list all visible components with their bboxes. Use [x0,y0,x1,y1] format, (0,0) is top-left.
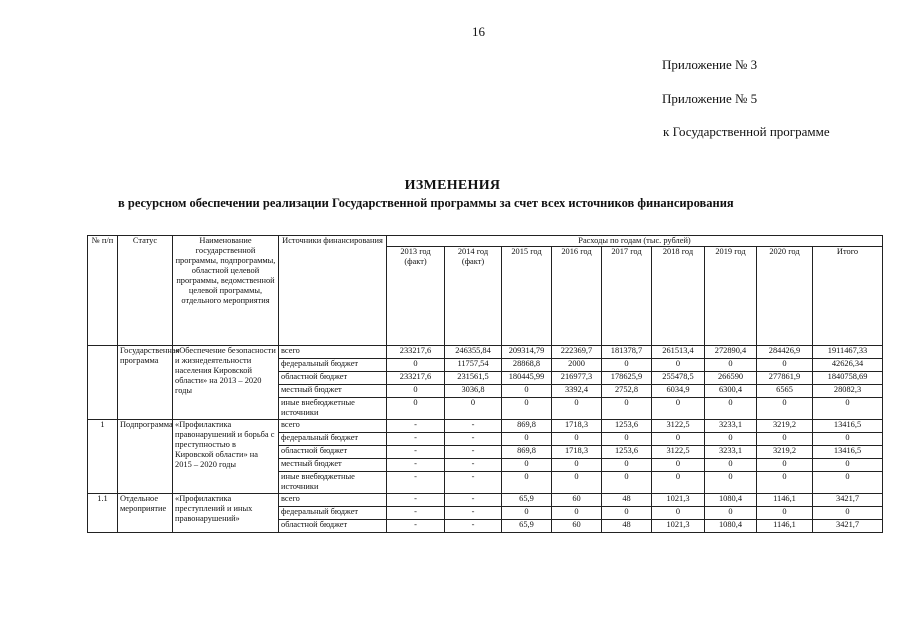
value-cell: 3233,1 [705,446,757,459]
value-cell: 48 [602,520,652,533]
value-cell: - [387,472,445,494]
header-no: № п/п [88,236,118,346]
value-cell: - [445,420,502,433]
value-cell: 272890,4 [705,346,757,359]
page-number: 16 [472,24,485,39]
total-cell: 1840758,69 [813,372,883,385]
funding-source: всего [279,346,387,359]
header-year: 2020 год [757,247,813,346]
table-row [88,346,883,359]
total-cell: 3421,7 [813,520,883,533]
value-cell: - [387,520,445,533]
value-cell: 60 [552,520,602,533]
total-cell: 42626,34 [813,359,883,372]
total-cell: 13416,5 [813,420,883,433]
total-cell: 1911467,33 [813,346,883,359]
value-cell: 0 [652,472,705,494]
value-cell: 0 [552,472,602,494]
funding-source: местный бюджет [279,459,387,472]
value-cell: 0 [602,398,652,420]
value-cell: 0 [552,507,602,520]
value-cell: 0 [445,398,502,420]
total-cell: 0 [813,459,883,472]
value-cell: 6034,9 [652,385,705,398]
funding-source: местный бюджет [279,385,387,398]
value-cell: - [445,433,502,446]
value-cell: 255478,5 [652,372,705,385]
value-cell: 231561,5 [445,372,502,385]
funding-source: областной бюджет [279,372,387,385]
value-cell: 0 [757,459,813,472]
value-cell: 0 [502,459,552,472]
value-cell: 0 [502,472,552,494]
group-name: «Профилактика преступлений и иных правонарушений» [173,494,279,533]
value-cell: 0 [757,472,813,494]
value-cell: 0 [552,433,602,446]
value-cell: 0 [705,507,757,520]
value-cell: 233217,6 [387,346,445,359]
value-cell: 1021,3 [652,520,705,533]
value-cell: 277861,9 [757,372,813,385]
value-cell: 0 [602,359,652,372]
total-cell: 0 [813,433,883,446]
value-cell: 1718,3 [552,446,602,459]
funding-source: всего [279,420,387,433]
value-cell: 60 [552,494,602,507]
group-status: Государственная программа [118,346,173,420]
group-number: 1.1 [88,494,118,533]
document-title: ИЗМЕНЕНИЯ [404,178,501,193]
value-cell: 0 [652,398,705,420]
funding-source: всего [279,494,387,507]
total-cell: 28082,3 [813,385,883,398]
value-cell: 0 [705,359,757,372]
appendix-line-3: к Государственной программе [663,124,830,139]
header-total: Итого [813,247,883,346]
value-cell: 0 [502,385,552,398]
value-cell: 1021,3 [652,494,705,507]
value-cell: 0 [552,398,602,420]
value-cell: 0 [602,459,652,472]
value-cell: 0 [757,398,813,420]
value-cell: 1718,3 [552,420,602,433]
funding-source: иные внебюджетные источники [279,398,387,420]
header-year: 2015 год [502,247,552,346]
total-cell: 0 [813,398,883,420]
table-row [88,494,883,507]
resource-table [87,235,883,533]
appendix-line-2: Приложение № 5 [662,91,758,106]
value-cell: 216977,3 [552,372,602,385]
header-year: 2019 год [705,247,757,346]
value-cell: 0 [502,433,552,446]
header-year: 2016 год [552,247,602,346]
value-cell: 48 [602,494,652,507]
value-cell: 0 [602,507,652,520]
table-row [88,420,883,433]
header-expenses: Расходы по годам (тыс. рублей) [387,236,883,247]
value-cell: 0 [652,433,705,446]
header-year: 2014 год (факт) [445,247,502,346]
appendix-line-1: Приложение № 3 [662,57,758,72]
value-cell: 0 [705,398,757,420]
value-cell: - [387,459,445,472]
value-cell: 3392,4 [552,385,602,398]
value-cell: 28868,8 [502,359,552,372]
value-cell: 0 [602,472,652,494]
value-cell: 6565 [757,385,813,398]
value-cell: 65,9 [502,520,552,533]
header-source: Источники финансирования [279,236,387,346]
value-cell: 3233,1 [705,420,757,433]
value-cell: - [445,494,502,507]
value-cell: 266590 [705,372,757,385]
group-name: «Обеспечение безопасности и жизнедеятельности населения Кировской области» на 2013 – 2020 годы [173,346,279,420]
header-status: Статус [118,236,173,346]
group-status: Отдельное мероприятие [118,494,173,533]
value-cell: - [445,459,502,472]
value-cell: 65,9 [502,494,552,507]
value-cell: 0 [387,398,445,420]
value-cell: 0 [387,359,445,372]
value-cell: - [445,446,502,459]
value-cell: - [445,472,502,494]
value-cell: 1080,4 [705,520,757,533]
value-cell: 1146,1 [757,494,813,507]
value-cell: 0 [757,359,813,372]
value-cell: 0 [652,507,705,520]
value-cell: 0 [705,459,757,472]
value-cell: 0 [705,472,757,494]
value-cell: 246355,84 [445,346,502,359]
value-cell: 180445,99 [502,372,552,385]
value-cell: 181378,7 [602,346,652,359]
value-cell: 0 [757,507,813,520]
value-cell: 0 [652,459,705,472]
value-cell: 1253,6 [602,420,652,433]
group-status: Подпрограмма [118,420,173,494]
value-cell: - [445,520,502,533]
value-cell: 1253,6 [602,446,652,459]
total-cell: 13416,5 [813,446,883,459]
value-cell: 6300,4 [705,385,757,398]
value-cell: 0 [652,359,705,372]
value-cell: 0 [387,385,445,398]
group-number: 1 [88,420,118,494]
value-cell: 0 [552,459,602,472]
value-cell: 2000 [552,359,602,372]
funding-source: областной бюджет [279,446,387,459]
value-cell: 0 [502,507,552,520]
header-year: 2018 год [652,247,705,346]
value-cell: 0 [602,433,652,446]
total-cell: 0 [813,507,883,520]
value-cell: 233217,6 [387,372,445,385]
value-cell: - [387,433,445,446]
header-year: 2017 год [602,247,652,346]
value-cell: 869,8 [502,446,552,459]
value-cell: 1146,1 [757,520,813,533]
value-cell: 209314,79 [502,346,552,359]
header-year: 2013 год (факт) [387,247,445,346]
group-name: «Профилактика правонарушений и борьба с преступностью в Кировской области» на 2015 – 2020 годы [173,420,279,494]
funding-source: иные внебюджетные источники [279,472,387,494]
value-cell: 284426,9 [757,346,813,359]
value-cell: 869,8 [502,420,552,433]
value-cell: - [387,507,445,520]
funding-source: федеральный бюджет [279,507,387,520]
value-cell: 222369,7 [552,346,602,359]
funding-source: федеральный бюджет [279,433,387,446]
value-cell: 3219,2 [757,446,813,459]
value-cell: 3219,2 [757,420,813,433]
value-cell: - [387,446,445,459]
value-cell: 3122,5 [652,420,705,433]
funding-source: федеральный бюджет [279,359,387,372]
value-cell: 3122,5 [652,446,705,459]
header-name: Наименование государственной программы, подпрограммы, областной целевой программы, ведомственной целевой программы, отдельного мероприятия [173,236,279,346]
total-cell: 0 [813,472,883,494]
value-cell: 0 [757,433,813,446]
funding-source: областной бюджет [279,520,387,533]
value-cell: 261513,4 [652,346,705,359]
value-cell: - [387,420,445,433]
value-cell: 1080,4 [705,494,757,507]
value-cell: 0 [705,433,757,446]
value-cell: 178625,9 [602,372,652,385]
group-number [88,346,118,420]
value-cell: 2752,8 [602,385,652,398]
document-subtitle: в ресурсном обеспечении реализации Государственной программы за счет всех источников финансирования [118,196,734,210]
value-cell: - [387,494,445,507]
value-cell: 3036,8 [445,385,502,398]
total-cell: 3421,7 [813,494,883,507]
value-cell: 11757,54 [445,359,502,372]
value-cell: 0 [502,398,552,420]
value-cell: - [445,507,502,520]
